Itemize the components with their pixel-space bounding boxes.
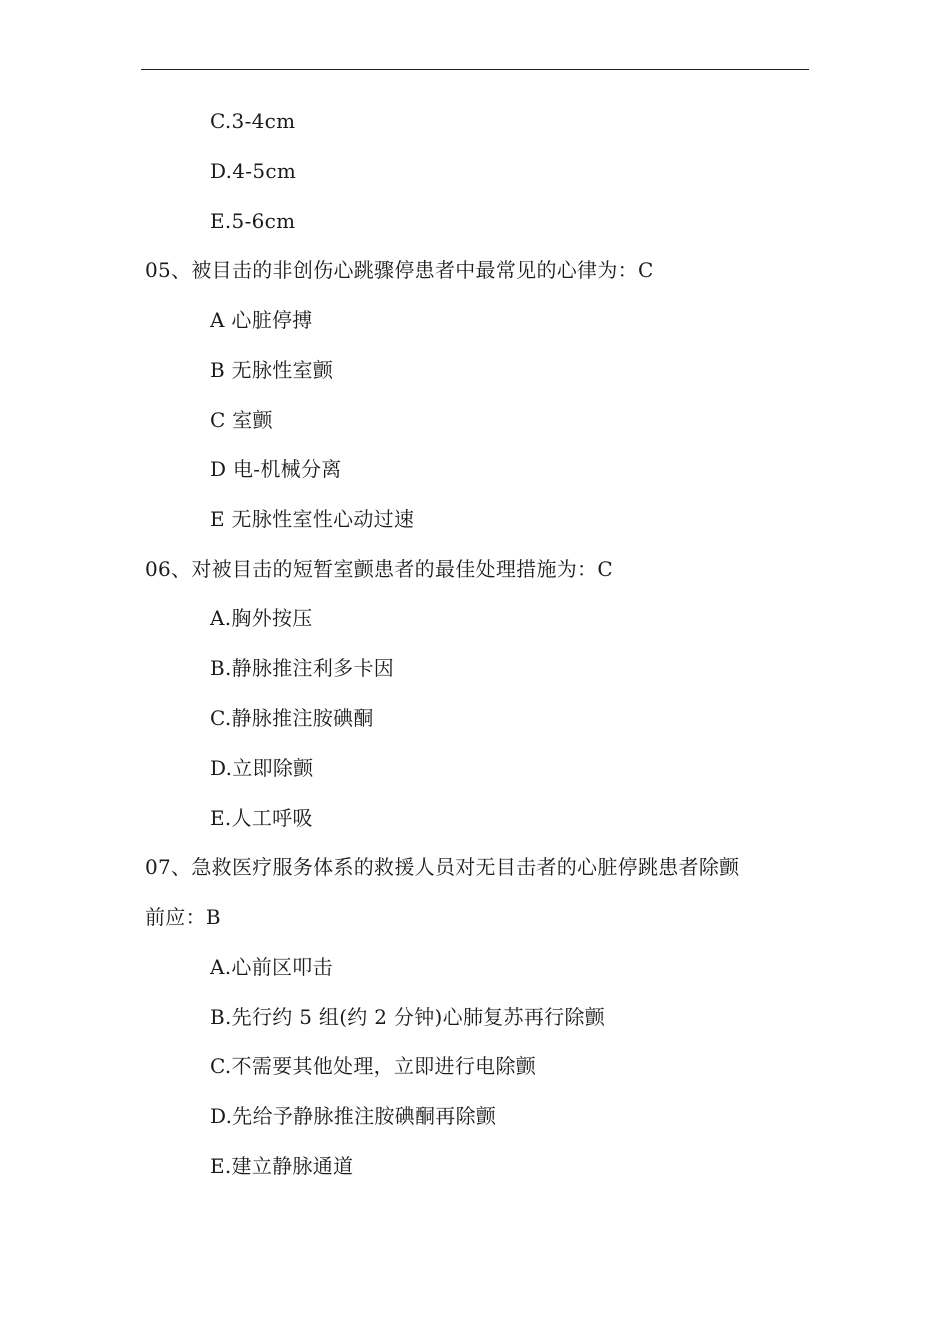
q05-option-c: C 室颤 bbox=[210, 408, 273, 432]
q05-option-d: D 电-机械分离 bbox=[210, 457, 342, 481]
q07-option-b: B.先行约 5 组(约 2 分钟)心肺复苏再行除颤 bbox=[210, 1005, 606, 1029]
q06-option-b: B.静脉推注利多卡因 bbox=[210, 656, 395, 680]
q04-option-d: D.4-5cm bbox=[210, 159, 297, 183]
q07-option-a: A.心前区叩击 bbox=[210, 955, 333, 979]
q07-option-d: D.先给予静脉推注胺碘酮再除颤 bbox=[210, 1104, 497, 1128]
q07-question-line2: 前应：B bbox=[145, 905, 221, 929]
q07-question-line1: 07、急救医疗服务体系的救援人员对无目击者的心脏停跳患者除颤 bbox=[145, 855, 740, 879]
q05-option-a: A 心脏停搏 bbox=[210, 308, 313, 332]
q04-option-c: C.3-4cm bbox=[210, 109, 296, 133]
q05-option-b: B 无脉性室颤 bbox=[210, 358, 334, 382]
q07-option-c: C.不需要其他处理，立即进行电除颤 bbox=[210, 1054, 537, 1078]
q06-option-d: D.立即除颤 bbox=[210, 756, 314, 780]
q04-option-e: E.5-6cm bbox=[210, 209, 296, 233]
q06-option-e: E.人工呼吸 bbox=[210, 806, 313, 830]
q06-option-a: A.胸外按压 bbox=[210, 606, 313, 630]
q07-option-e: E.建立静脉通道 bbox=[210, 1154, 354, 1178]
q06-option-c: C.静脉推注胺碘酮 bbox=[210, 706, 374, 730]
q05-question: 05、被目击的非创伤心跳骤停患者中最常见的心律为：C bbox=[145, 258, 654, 282]
q05-option-e: E 无脉性室性心动过速 bbox=[210, 507, 415, 531]
header-rule bbox=[141, 69, 809, 70]
q06-question: 06、对被目击的短暂室颤患者的最佳处理措施为：C bbox=[145, 557, 613, 581]
